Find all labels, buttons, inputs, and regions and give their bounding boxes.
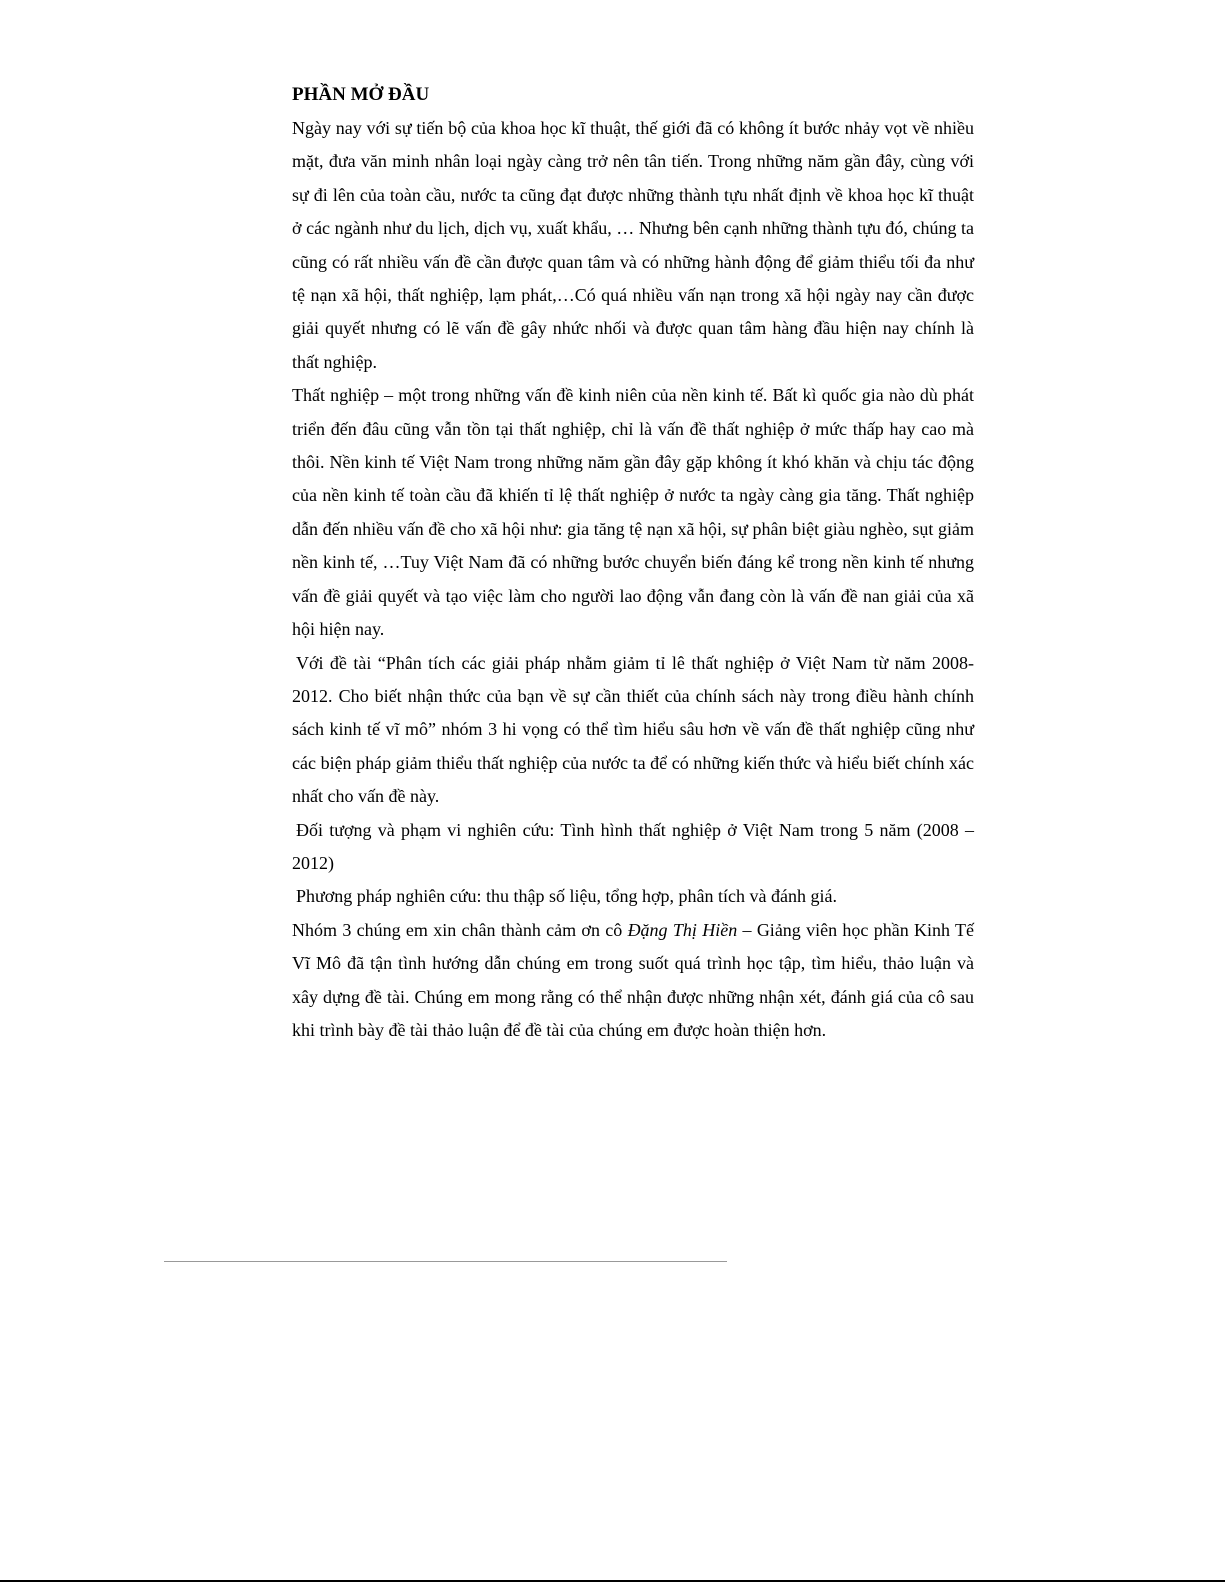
- paragraph-thanks: [292, 914, 974, 1048]
- paragraph-method: Phương pháp nghiên cứu: thu thập số liệu, tổng hợp, phân tích và đánh giá.: [296, 886, 837, 907]
- section-heading: PHẦN MỞ ĐẦU: [292, 84, 430, 105]
- thanks-text-before: Nhóm 3 chúng em xin chân thành cảm ơn cô: [292, 919, 628, 940]
- paragraph-unemployment: Thất nghiệp – một trong những vấn đề kinh niên của nền kinh tế. Bất kì quốc gia nào dù phát triển đến đâu cũng vẫn tồn tại thất nghiệp, chỉ là vấn đề thất nghiệp ở mức thấp hay cao mà thôi. Nền kinh tế Việt Nam trong những năm gần đây gặp không ít khó khăn và chịu tác động của nền kinh tế toàn cầu đã khiến tỉ lệ thất nghiệp ở nước ta ngày càng gia tăng. Thất nghiệp dẫn đến nhiều vấn đề cho xã hội như: gia tăng tệ nạn xã hội, sự phân biệt giàu nghèo, sụt giảm nền kinh tế, …Tuy Việt Nam đã có những bước chuyển biến đáng kể trong nền kinh tế nhưng vấn đề giải quyết và tạo việc làm cho người lao động vẫn đang còn là vấn đề nan giải của xã hội hiện nay.: [292, 385, 974, 640]
- paragraph-scope: Đối tượng và phạm vi nghiên cứu: Tình hình thất nghiệp ở Việt Nam trong 5 năm (2008 – 2012): [292, 819, 974, 873]
- teacher-name: Đặng Thị Hiền: [627, 919, 738, 940]
- paragraph-topic: Với đề tài “Phân tích các giải pháp nhằm giảm tỉ lê thất nghiệp ở Việt Nam từ năm 2008-2012. Cho biết nhận thức của bạn về sự cần thiết của chính sách này trong điều hành chính sách kinh tế vĩ mô” nhóm 3 hi vọng có thể tìm hiểu sâu hơn về vấn đề thất nghiệp cũng như các biện pháp giảm thiểu thất nghiệp của nước ta để có những kiến thức và hiểu biết chính xác nhất cho vấn đề này.: [292, 652, 974, 807]
- paragraph-introduction: Ngày nay với sự tiến bộ của khoa học kĩ thuật, thế giới đã có không ít bước nhảy vọt về nhiều mặt, đưa văn minh nhân loại ngày càng trở nên tân tiến. Trong những năm gần đây, cùng với sự đi lên của toàn cầu, nước ta cũng đạt được những thành tựu nhất định về khoa học kĩ thuật ở các ngành như du lịch, dịch vụ, xuất khẩu, … Nhưng bên cạnh những thành tựu đó, chúng ta cũng có rất nhiều vấn đề cần được quan tâm và có những hành động để giảm thiểu tối đa như tệ nạn xã hội, thất nghiệp, lạm phát,…Có quá nhiều vấn nạn trong xã hội ngày nay cần được giải quyết nhưng có lẽ vấn đề gây nhức nhối và được quan tâm hàng đầu hiện nay chính là thất nghiệp.: [292, 118, 974, 372]
- page-bottom-border: [0, 1580, 1225, 1582]
- thanks-text-after: – Giảng viên học phần Kinh Tế Vĩ Mô đã tận tình hướng dẫn chúng em trong suốt quá trình học tập, tìm hiểu, thảo luận và xây dựng đề tài. Chúng em mong rằng có thể nhận được những nhận xét, đánh giá của cô sau khi trình bày đề tài thảo luận để đề tài của chúng em được hoàn thiện hơn.: [292, 919, 974, 1040]
- footnote-separator: [164, 1261, 727, 1262]
- document-body: [292, 82, 974, 1047]
